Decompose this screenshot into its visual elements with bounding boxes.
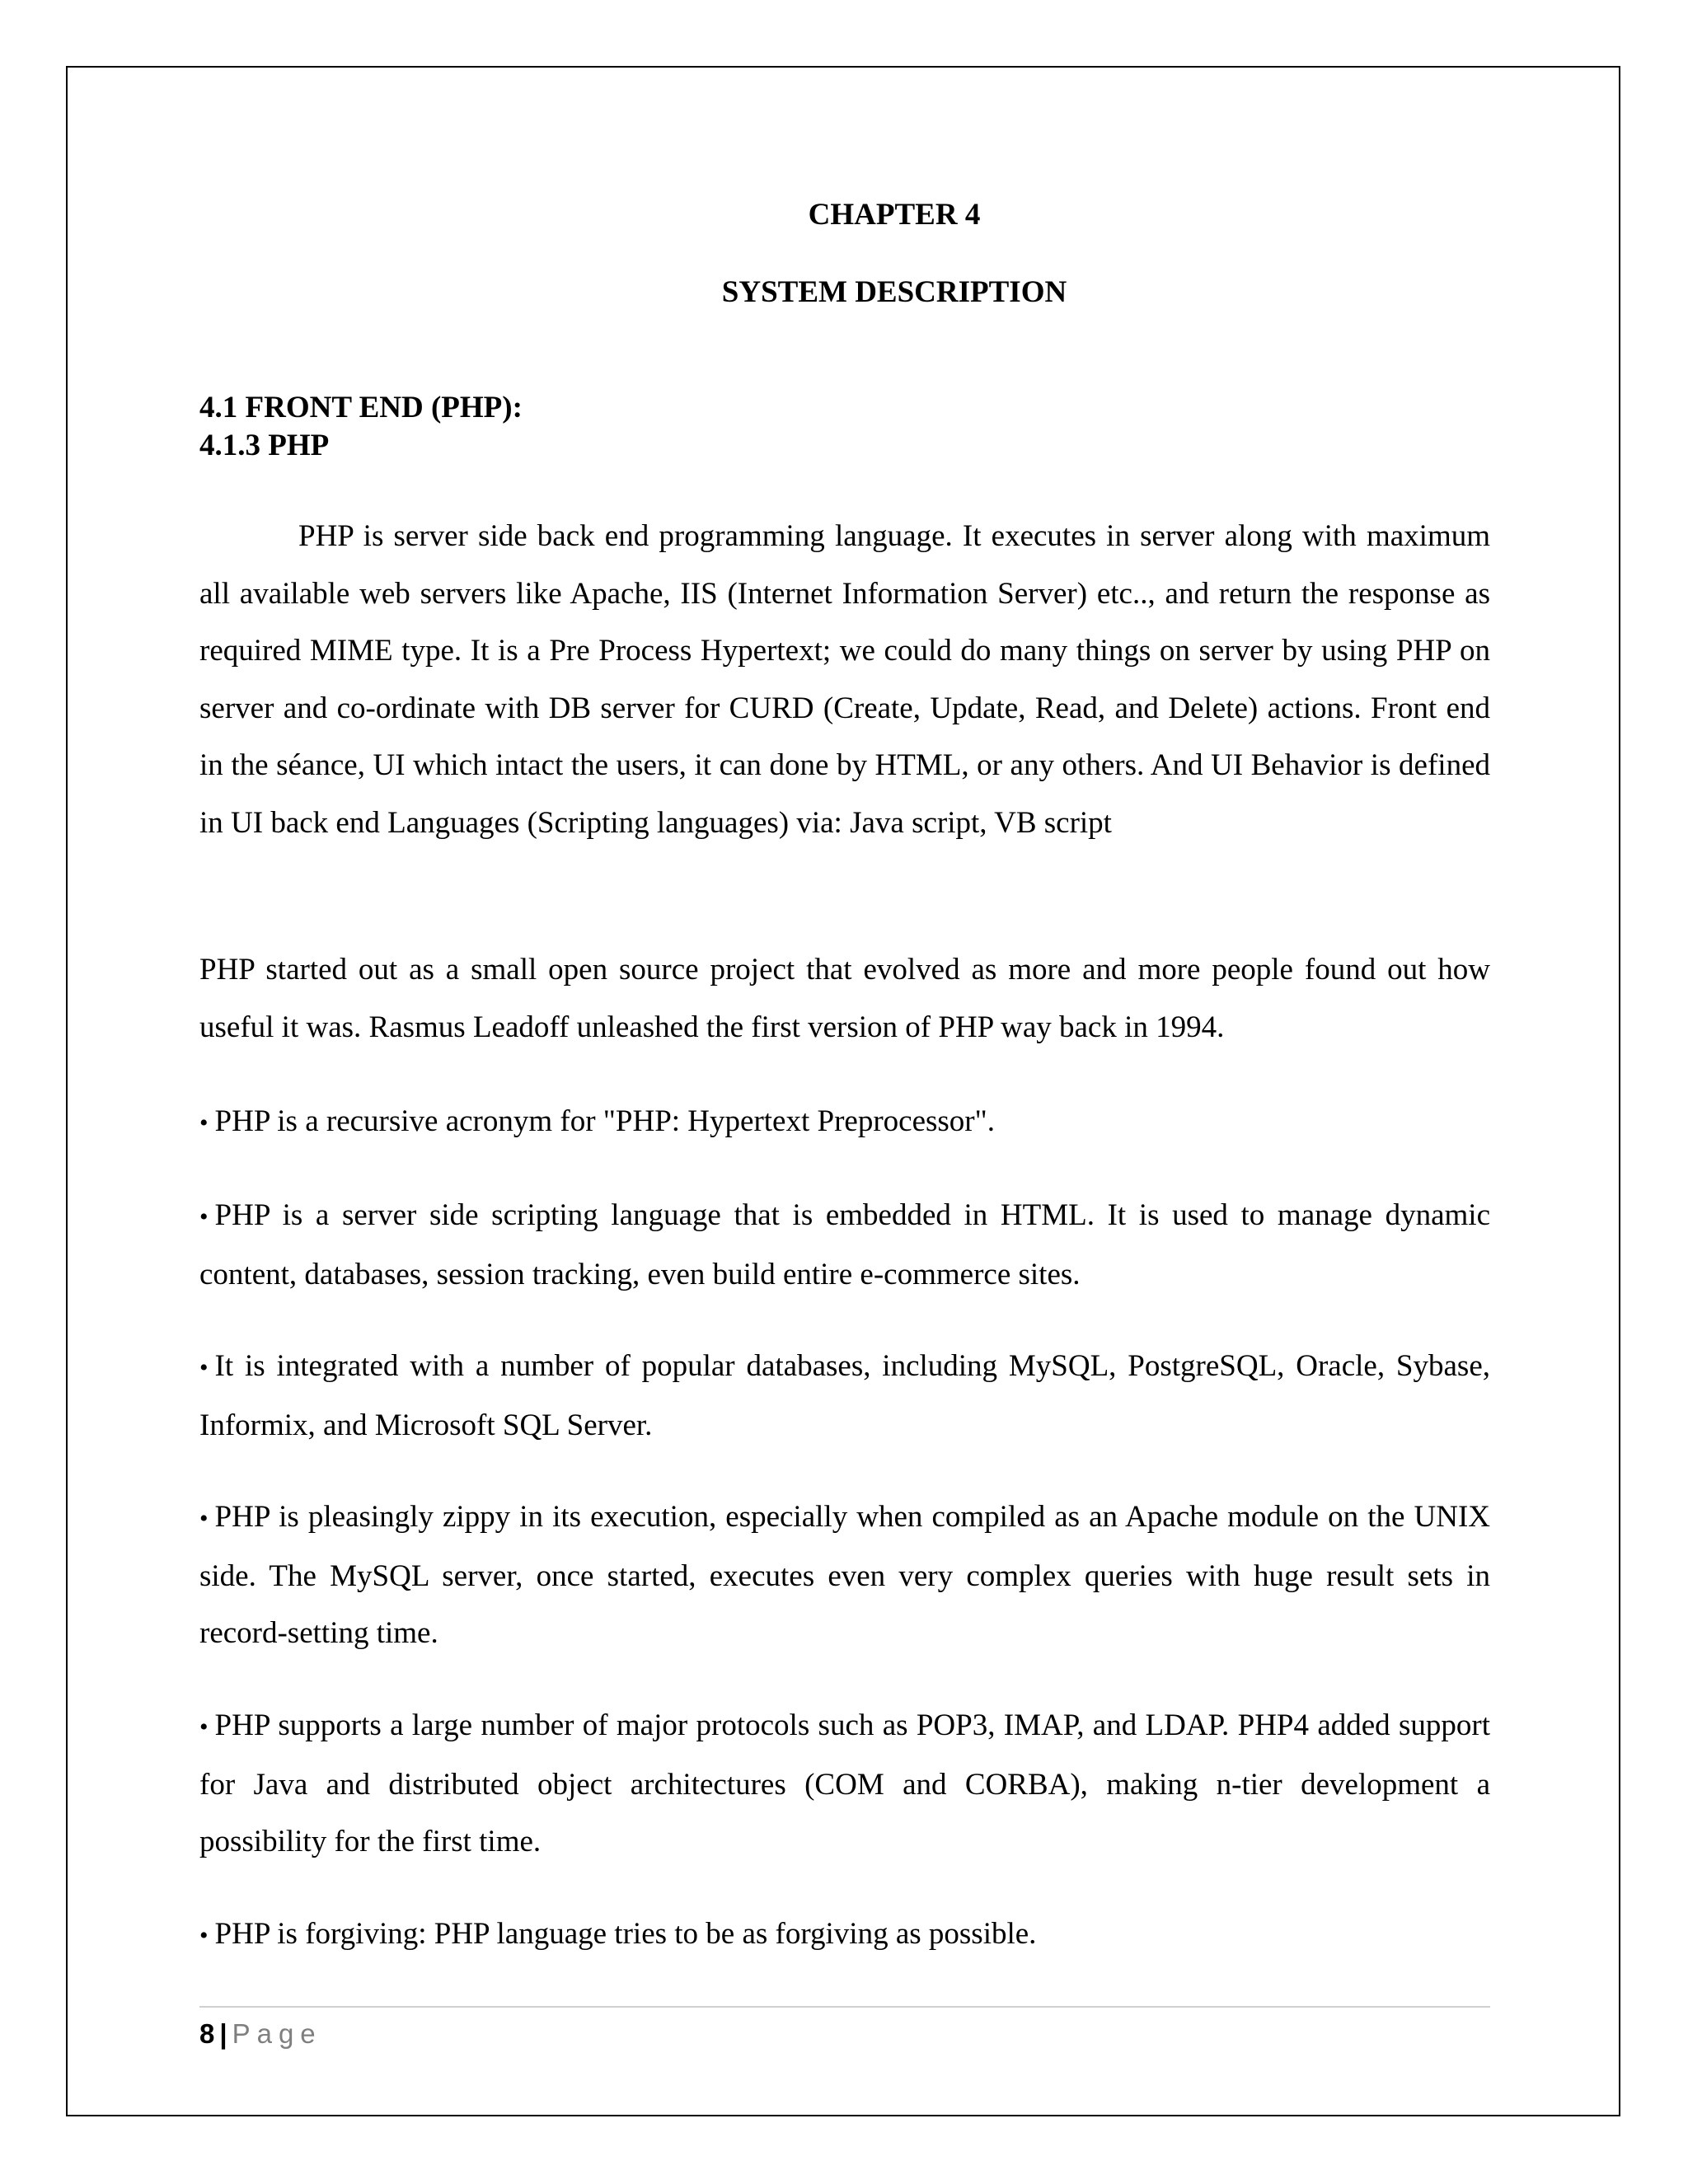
bullet-icon: • bbox=[199, 1203, 209, 1230]
list-item bbox=[199, 1905, 1490, 1965]
bullet-icon: • bbox=[199, 1922, 209, 1949]
footer-separator: | bbox=[219, 2018, 227, 2049]
page-footer bbox=[199, 2016, 322, 2052]
bullet-icon: • bbox=[199, 1354, 209, 1381]
bullet-icon: • bbox=[199, 1109, 209, 1137]
page-label: Page bbox=[232, 2018, 322, 2049]
list-item bbox=[199, 1338, 1490, 1454]
list-item bbox=[199, 1093, 1490, 1152]
list-item-text: It is integrated with a number of popular databases, including MySQL, PostgreSQL, Oracle, Sybase, Informix, and Microsoft SQL Server. bbox=[199, 1349, 1490, 1442]
list-item-text: PHP is a server side scripting language that is embedded in HTML. It is used to manage dynamic content, databases, session tracking, even build entire e-commerce sites. bbox=[199, 1198, 1490, 1291]
list-item bbox=[199, 1488, 1490, 1662]
intro-paragraph: PHP is server side back end programming language. It executes in server along with maximum all available web servers like Apache, IIS (Internet Information Server) etc.., and return the response as required MIME type. It is a Pre Process Hypertext; we could do many things on server by using PHP on server and co-ordinate with DB server for CURD (Create, Update, Read, and Delete) actions. Front end in the séance, UI which intact the users, it can done by HTML, or any others. And UI Behavior is defined in UI back end Languages (Scripting languages) via: Java script, VB script bbox=[199, 519, 1490, 840]
chapter-title: SYSTEM DESCRIPTION bbox=[721, 275, 1067, 309]
page-number: 8 bbox=[199, 2018, 215, 2049]
list-item bbox=[199, 1187, 1490, 1303]
list-item-text: PHP is a recursive acronym for "PHP: Hypertext Preprocessor". bbox=[214, 1104, 995, 1138]
list-item-text: PHP supports a large number of major protocols such as POP3, IMAP, and LDAP. PHP4 added support for Java and distributed object architectures (COM and CORBA), making n-tier development a possibility for the first time. bbox=[199, 1708, 1490, 1858]
list-item-text: PHP is forgiving: PHP language tries to be as forgiving as possible. bbox=[214, 1917, 1037, 1951]
list-item-text: PHP is pleasingly zippy in its execution, especially when compiled as an Apache module on the UNIX side. The MySQL server, once started, executes even very complex queries with huge result sets in record-setting time. bbox=[199, 1500, 1490, 1650]
section-heading-php: 4.1.3 PHP bbox=[199, 429, 330, 462]
list-item bbox=[199, 1697, 1490, 1871]
footer-divider bbox=[199, 2006, 1490, 2008]
bullet-icon: • bbox=[199, 1505, 209, 1532]
history-paragraph: PHP started out as a small open source project that evolved as more and more people found out how useful it was. Rasmus Leadoff unleashed the first version of PHP way back in 1994. bbox=[199, 953, 1490, 1044]
bullet-icon: • bbox=[199, 1713, 209, 1741]
section-heading-front-end: 4.1 FRONT END (PHP): bbox=[199, 391, 523, 424]
chapter-number: CHAPTER 4 bbox=[808, 198, 981, 232]
